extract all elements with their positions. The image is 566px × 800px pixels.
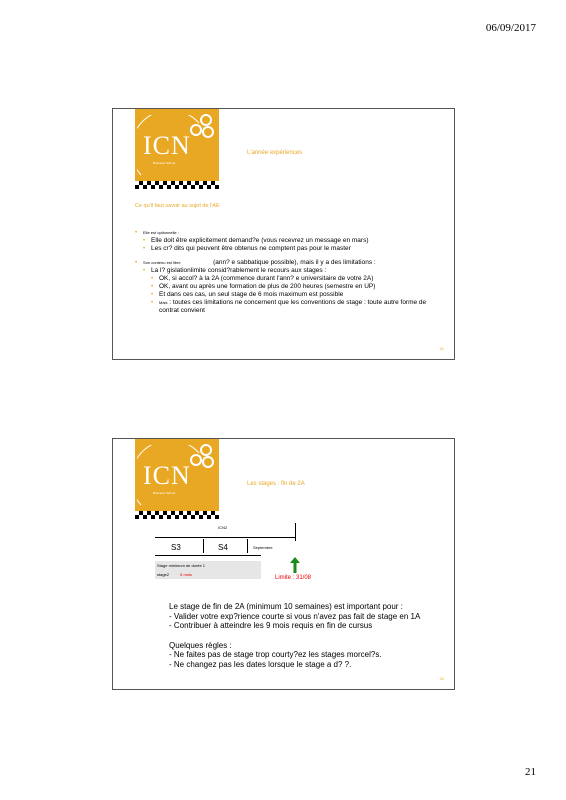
september-label: Septembre <box>253 545 273 550</box>
timeline-top-line <box>155 537 295 538</box>
text-line: - Ne changez pas les dates lorsque le stage a d? ?. <box>169 659 352 669</box>
text-line: Le stage de fin de 2A (minimum 10 semaines) est important pour : <box>169 602 403 611</box>
semester-s4: S4 <box>218 543 228 552</box>
checker-band <box>135 511 219 519</box>
timeline-divider <box>295 523 296 541</box>
text-line: - Valider votre exp?rience courte si vous n'avez pas fait de stage en 1A <box>169 611 421 621</box>
limit-label: Limite : 31/08 <box>275 575 312 581</box>
slide-number: 41 <box>439 346 444 351</box>
up-arrow-icon <box>290 557 300 573</box>
semester-s3: S3 <box>171 543 181 552</box>
page-date: 06/09/2017 <box>485 22 536 34</box>
logo-rings-icon <box>189 113 215 139</box>
timeline-bottom-line <box>155 555 261 556</box>
slide-title: L'année expériences <box>247 150 303 156</box>
bullet-list <box>135 229 445 315</box>
logo-subtitle: Business School <box>153 491 176 495</box>
bullet-item: • Mais : toutes ces limitations ne concernent que les conventions de stage : toute autre forme de contrat convient <box>135 299 445 315</box>
text-line: - Contribuer à atteindre les 9 mois requis en fin de cursus <box>169 621 373 630</box>
bullet-item: • Les cr? dits qui peuvent être obtenus ne comptent pas pour le master <box>135 245 445 253</box>
stage-bar-text: stage2 6 mois <box>157 572 192 577</box>
bullet-item: • Son contenu est libre (ann? e sabbatique possible), mais il y a des limitations : <box>135 259 445 267</box>
page-number: 21 <box>525 766 536 778</box>
text-line: Quelques règles : <box>169 640 232 650</box>
icn-logo <box>135 109 219 181</box>
bullet-item: • Elle doit être explicitement demand?e (vous recevrez un message en mars) <box>135 237 445 245</box>
logo-text: ICN <box>143 461 191 490</box>
bullet-item: • OK, avant ou après une formation de plus de 200 heures (semestre en UP) <box>135 283 445 291</box>
stage-rules-text <box>169 602 420 669</box>
slide-stages-fin-2a <box>112 438 455 690</box>
logo-subtitle: Business School <box>153 161 176 165</box>
slide-number: 42 <box>439 676 444 681</box>
checker-band <box>135 181 219 189</box>
logo-text: ICN <box>143 131 191 160</box>
icn2-label: ICN2 <box>218 525 228 530</box>
icn-logo <box>135 439 219 511</box>
slide-annee-experiences <box>112 108 455 360</box>
slide-title: Les stages : fin de 2A <box>247 481 305 487</box>
timeline-divider <box>203 539 204 553</box>
bullet-item: • Elle est optionnelle : <box>135 229 445 237</box>
section-heading: Ce qu'il faut savoir au sujet de l'AE <box>135 203 220 209</box>
bullet-item: • Et dans ces cas, un seul stage de 6 mois maximum est possible <box>135 291 445 299</box>
bullet-item: • OK, si accol? à la 2A (commence durant l'ann? e universitaire de votre 2A) <box>135 275 445 283</box>
stage-bar-text: Stage minimum de durée 1 <box>157 563 206 568</box>
bullet-item: • La l? gislationlimite consid?rablement le recours aux stages : <box>135 267 445 275</box>
timeline-divider <box>247 539 248 553</box>
text-line: - Ne faites pas de stage trop courty?ez les stages morcel?s. <box>169 650 382 659</box>
logo-rings-icon <box>189 443 215 469</box>
